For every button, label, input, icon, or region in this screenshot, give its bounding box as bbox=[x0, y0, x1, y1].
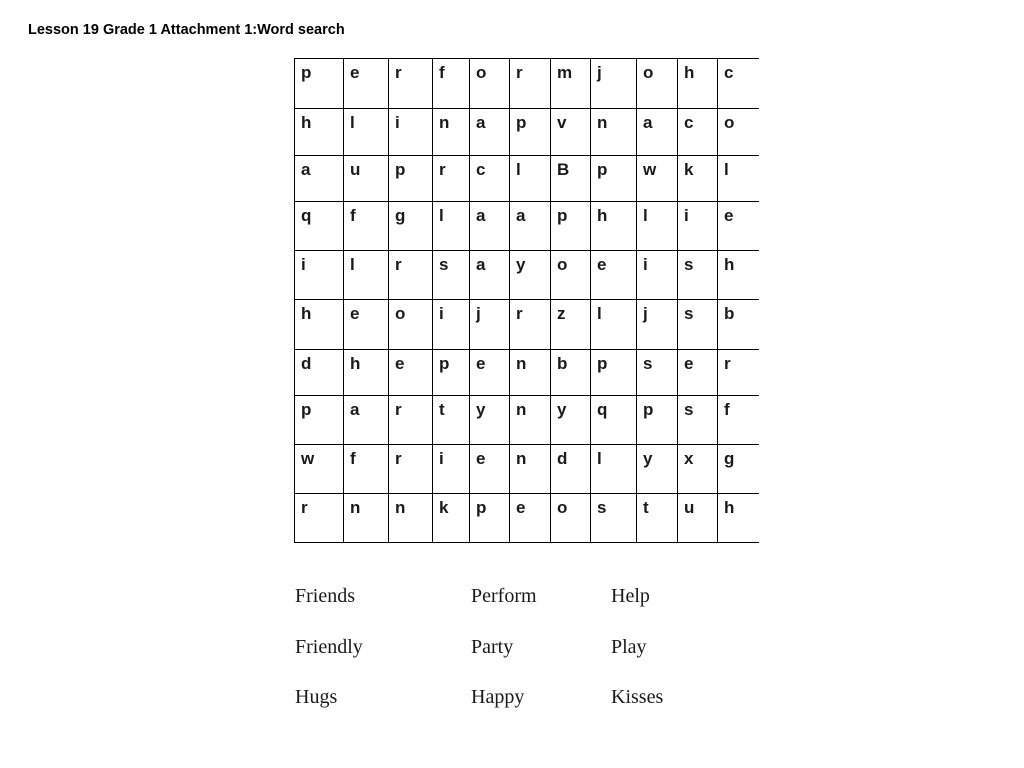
grid-letter: h bbox=[350, 354, 361, 373]
grid-letter: k bbox=[439, 498, 449, 517]
grid-cell bbox=[678, 396, 718, 445]
grid-cell bbox=[389, 156, 433, 202]
grid-letter: m bbox=[557, 63, 573, 82]
grid-cell bbox=[344, 350, 389, 396]
grid-letter: i bbox=[643, 255, 648, 274]
grid-cell bbox=[344, 251, 389, 300]
grid-letter: o bbox=[724, 113, 735, 132]
grid-letter: e bbox=[350, 63, 360, 82]
grid-cell bbox=[389, 251, 433, 300]
grid-letter: w bbox=[301, 449, 315, 468]
grid-cell bbox=[637, 445, 678, 494]
grid-letter: y bbox=[516, 255, 526, 274]
grid-cell bbox=[551, 494, 591, 543]
grid-letter: c bbox=[724, 63, 734, 82]
grid-cell bbox=[637, 59, 678, 109]
grid-letter: j bbox=[597, 63, 602, 82]
grid-cell bbox=[510, 109, 551, 156]
grid-cell bbox=[470, 350, 510, 396]
grid-letter: p bbox=[301, 400, 312, 419]
grid-letter: r bbox=[439, 160, 446, 179]
grid-cell bbox=[718, 251, 759, 300]
grid-letter: g bbox=[724, 449, 735, 468]
grid-letter: p bbox=[597, 160, 608, 179]
grid-row bbox=[295, 156, 759, 202]
grid-row bbox=[295, 396, 759, 445]
grid-cell bbox=[470, 494, 510, 543]
grid-letter: d bbox=[301, 354, 312, 373]
grid-letter: e bbox=[476, 354, 486, 373]
grid-cell bbox=[678, 494, 718, 543]
grid-letter: r bbox=[301, 498, 308, 517]
grid-letter: p bbox=[476, 498, 487, 517]
grid-cell bbox=[344, 445, 389, 494]
grid-letter: n bbox=[516, 354, 527, 373]
grid-cell bbox=[591, 350, 637, 396]
grid-cell bbox=[470, 396, 510, 445]
grid-cell bbox=[344, 109, 389, 156]
word-list-item: Friends bbox=[295, 585, 355, 607]
grid-cell bbox=[433, 109, 470, 156]
grid-cell bbox=[510, 494, 551, 543]
grid-cell bbox=[637, 396, 678, 445]
grid-cell bbox=[389, 59, 433, 109]
grid-letter: i bbox=[395, 113, 400, 132]
grid-cell bbox=[591, 396, 637, 445]
grid-cell bbox=[433, 445, 470, 494]
grid-letter: n bbox=[350, 498, 361, 517]
grid-letter: a bbox=[476, 255, 486, 274]
grid-cell bbox=[718, 59, 759, 109]
grid-cell bbox=[678, 156, 718, 202]
grid-letter: h bbox=[301, 304, 312, 323]
grid-row bbox=[295, 251, 759, 300]
grid-letter: n bbox=[516, 400, 527, 419]
grid-letter: f bbox=[439, 63, 445, 82]
grid-letter: k bbox=[684, 160, 694, 179]
grid-cell bbox=[718, 300, 759, 350]
grid-letter: y bbox=[476, 400, 486, 419]
grid-cell bbox=[551, 202, 591, 251]
grid-letter: a bbox=[643, 113, 653, 132]
grid-cell bbox=[433, 59, 470, 109]
grid-letter: p bbox=[597, 354, 608, 373]
grid-letter: p bbox=[516, 113, 527, 132]
grid-letter: e bbox=[476, 449, 486, 468]
grid-cell bbox=[591, 59, 637, 109]
grid-cell bbox=[637, 350, 678, 396]
grid-cell bbox=[510, 156, 551, 202]
grid-letter: i bbox=[439, 449, 444, 468]
grid-cell bbox=[678, 350, 718, 396]
grid-cell bbox=[389, 396, 433, 445]
grid-letter: o bbox=[395, 304, 406, 323]
grid-cell bbox=[510, 59, 551, 109]
grid-letter: q bbox=[597, 400, 608, 419]
grid-cell bbox=[637, 251, 678, 300]
grid-letter: u bbox=[350, 160, 361, 179]
grid-letter: h bbox=[724, 255, 735, 274]
grid-cell bbox=[344, 494, 389, 543]
word-list-item: Play bbox=[611, 636, 647, 658]
grid-cell bbox=[678, 251, 718, 300]
grid-letter: f bbox=[350, 206, 356, 225]
grid-cell bbox=[344, 396, 389, 445]
grid-letter: e bbox=[395, 354, 405, 373]
grid-letter: p bbox=[301, 63, 312, 82]
grid-letter: z bbox=[557, 304, 566, 323]
grid-row bbox=[295, 494, 759, 543]
grid-letter: s bbox=[684, 400, 694, 419]
grid-cell bbox=[470, 300, 510, 350]
grid-letter: a bbox=[516, 206, 526, 225]
grid-cell bbox=[591, 202, 637, 251]
grid-row bbox=[295, 109, 759, 156]
grid-letter: r bbox=[395, 63, 402, 82]
grid-letter: f bbox=[350, 449, 356, 468]
grid-letter: h bbox=[301, 113, 312, 132]
grid-cell bbox=[510, 251, 551, 300]
grid-letter: e bbox=[350, 304, 360, 323]
grid-letter: w bbox=[643, 160, 657, 179]
grid-cell bbox=[295, 251, 344, 300]
grid-cell bbox=[678, 109, 718, 156]
grid-letter: r bbox=[724, 354, 731, 373]
grid-letter: f bbox=[724, 400, 730, 419]
grid-cell bbox=[551, 300, 591, 350]
grid-letter: h bbox=[724, 498, 735, 517]
grid-letter: l bbox=[597, 304, 602, 323]
grid-letter: a bbox=[476, 113, 486, 132]
grid-cell bbox=[637, 156, 678, 202]
grid-letter: d bbox=[557, 449, 568, 468]
grid-letter: j bbox=[476, 304, 481, 323]
grid-letter: l bbox=[516, 160, 521, 179]
grid-cell bbox=[389, 350, 433, 396]
grid-cell bbox=[678, 300, 718, 350]
grid-letter: l bbox=[643, 206, 648, 225]
grid-cell bbox=[344, 59, 389, 109]
grid-letter: o bbox=[557, 255, 568, 274]
grid-letter: s bbox=[439, 255, 449, 274]
grid-cell bbox=[718, 109, 759, 156]
grid-letter: r bbox=[516, 304, 523, 323]
grid-letter: l bbox=[350, 113, 355, 132]
grid-letter: q bbox=[301, 206, 312, 225]
grid-letter: o bbox=[476, 63, 487, 82]
grid-letter: p bbox=[395, 160, 406, 179]
grid-cell bbox=[344, 300, 389, 350]
grid-letter: s bbox=[597, 498, 607, 517]
grid-letter: l bbox=[724, 160, 729, 179]
grid-cell bbox=[510, 202, 551, 251]
grid-letter: c bbox=[684, 113, 694, 132]
grid-letter: a bbox=[350, 400, 360, 419]
grid-cell bbox=[510, 350, 551, 396]
grid-cell bbox=[433, 396, 470, 445]
grid-letter: n bbox=[395, 498, 406, 517]
grid-cell bbox=[295, 109, 344, 156]
grid-letter: o bbox=[557, 498, 568, 517]
grid-cell bbox=[433, 202, 470, 251]
grid-letter: i bbox=[684, 206, 689, 225]
grid-cell bbox=[433, 350, 470, 396]
grid-letter: s bbox=[643, 354, 653, 373]
grid-letter: e bbox=[684, 354, 694, 373]
grid-cell bbox=[591, 251, 637, 300]
grid-letter: u bbox=[684, 498, 695, 517]
word-list-item: Kisses bbox=[611, 686, 664, 708]
grid-letter: n bbox=[597, 113, 608, 132]
grid-cell bbox=[591, 156, 637, 202]
grid-letter: l bbox=[439, 206, 444, 225]
grid-cell bbox=[389, 202, 433, 251]
grid-cell bbox=[718, 350, 759, 396]
grid-cell bbox=[433, 300, 470, 350]
grid-letter: y bbox=[557, 400, 567, 419]
grid-cell bbox=[295, 350, 344, 396]
grid-cell bbox=[591, 109, 637, 156]
grid-cell bbox=[389, 445, 433, 494]
grid-letter: a bbox=[301, 160, 311, 179]
grid-cell bbox=[389, 300, 433, 350]
grid-cell bbox=[389, 494, 433, 543]
grid-letter: p bbox=[557, 206, 568, 225]
grid-cell bbox=[295, 202, 344, 251]
grid-cell bbox=[510, 445, 551, 494]
grid-cell bbox=[678, 202, 718, 251]
grid-cell bbox=[591, 300, 637, 350]
grid-cell bbox=[637, 494, 678, 543]
grid-letter: r bbox=[395, 449, 402, 468]
page-title: Lesson 19 Grade 1 Attachment 1:Word search bbox=[28, 22, 345, 38]
grid-row bbox=[295, 202, 759, 251]
grid-cell bbox=[637, 202, 678, 251]
grid-cell bbox=[678, 445, 718, 494]
grid-letter: x bbox=[684, 449, 694, 468]
word-list-item: Party bbox=[471, 636, 514, 658]
grid-cell bbox=[591, 494, 637, 543]
grid-letter: r bbox=[516, 63, 523, 82]
grid-letter: p bbox=[439, 354, 450, 373]
grid-letter: a bbox=[476, 206, 486, 225]
grid-cell bbox=[295, 445, 344, 494]
grid-row bbox=[295, 350, 759, 396]
word-list-item: Hugs bbox=[295, 686, 338, 708]
grid-cell bbox=[295, 396, 344, 445]
grid-cell bbox=[470, 109, 510, 156]
grid-row bbox=[295, 59, 759, 109]
grid-cell bbox=[295, 494, 344, 543]
grid-letter: j bbox=[643, 304, 648, 323]
grid-letter: e bbox=[597, 255, 607, 274]
grid-letter: e bbox=[724, 206, 734, 225]
grid-letter: l bbox=[597, 449, 602, 468]
grid-letter: v bbox=[557, 113, 567, 132]
grid-cell bbox=[551, 396, 591, 445]
grid-cell bbox=[718, 156, 759, 202]
grid-cell bbox=[551, 350, 591, 396]
grid-cell bbox=[295, 156, 344, 202]
word-search-grid bbox=[294, 58, 759, 543]
grid-letter: h bbox=[684, 63, 695, 82]
grid-cell bbox=[678, 59, 718, 109]
grid-letter: c bbox=[476, 160, 486, 179]
grid-row bbox=[295, 445, 759, 494]
grid-letter: i bbox=[301, 255, 306, 274]
grid-letter: t bbox=[643, 498, 649, 517]
grid-cell bbox=[433, 251, 470, 300]
grid-cell bbox=[295, 59, 344, 109]
grid-cell bbox=[389, 109, 433, 156]
grid-letter: o bbox=[643, 63, 654, 82]
grid-cell bbox=[295, 300, 344, 350]
grid-cell bbox=[718, 396, 759, 445]
grid-letter: b bbox=[557, 354, 568, 373]
grid-cell bbox=[718, 445, 759, 494]
grid-letter: p bbox=[643, 400, 654, 419]
grid-cell bbox=[551, 445, 591, 494]
grid-cell bbox=[344, 156, 389, 202]
word-list-item: Perform bbox=[471, 585, 537, 607]
grid-letter: l bbox=[350, 255, 355, 274]
grid-letter: r bbox=[395, 255, 402, 274]
grid-cell bbox=[470, 156, 510, 202]
grid-letter: y bbox=[643, 449, 653, 468]
grid-letter: e bbox=[516, 498, 526, 517]
grid-letter: B bbox=[557, 160, 570, 179]
grid-cell bbox=[433, 156, 470, 202]
grid-row bbox=[295, 300, 759, 350]
grid-cell bbox=[470, 445, 510, 494]
grid-cell bbox=[510, 300, 551, 350]
grid-cell bbox=[551, 59, 591, 109]
grid-letter: n bbox=[516, 449, 527, 468]
grid-cell bbox=[433, 494, 470, 543]
grid-cell bbox=[510, 396, 551, 445]
word-list-item: Happy bbox=[471, 686, 525, 708]
grid-letter: i bbox=[439, 304, 444, 323]
grid-cell bbox=[551, 251, 591, 300]
grid-cell bbox=[344, 202, 389, 251]
word-list-item: Help bbox=[611, 585, 650, 607]
grid-letter: r bbox=[395, 400, 402, 419]
grid-letter: b bbox=[724, 304, 735, 323]
grid-letter: n bbox=[439, 113, 450, 132]
grid-cell bbox=[637, 300, 678, 350]
grid-cell bbox=[551, 109, 591, 156]
word-list-item: Friendly bbox=[295, 636, 363, 658]
grid-letter: h bbox=[597, 206, 608, 225]
grid-cell bbox=[718, 494, 759, 543]
grid-cell bbox=[637, 109, 678, 156]
grid-cell bbox=[470, 251, 510, 300]
grid-cell bbox=[470, 59, 510, 109]
grid-letter: s bbox=[684, 304, 694, 323]
grid-letter: g bbox=[395, 206, 406, 225]
grid-cell bbox=[591, 445, 637, 494]
grid-cell bbox=[470, 202, 510, 251]
grid-cell bbox=[718, 202, 759, 251]
grid-cell bbox=[551, 156, 591, 202]
grid-letter: t bbox=[439, 400, 445, 419]
grid-letter: s bbox=[684, 255, 694, 274]
